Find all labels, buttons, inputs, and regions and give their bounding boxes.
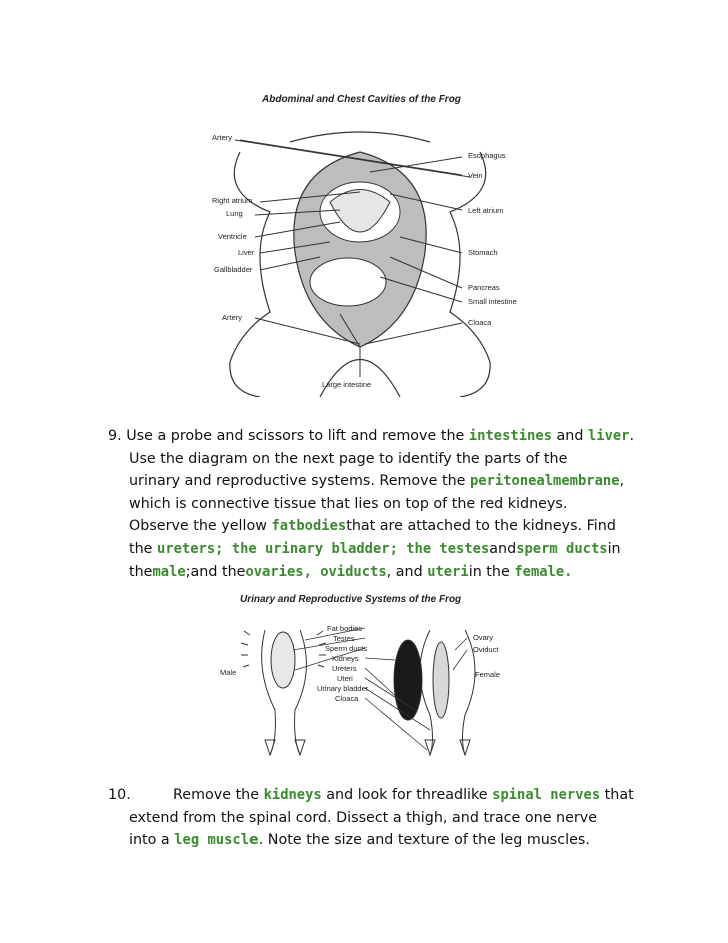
frog-urogenital-drawing xyxy=(205,590,505,760)
step9-text: , xyxy=(619,473,625,490)
label-testes: Testes xyxy=(333,634,355,643)
label-lung: Lung xyxy=(226,209,243,218)
label-urinary-bladder: Urinary bladder xyxy=(317,684,369,693)
step9-number: 9. xyxy=(108,428,122,444)
term-fatbodies: fatbodies xyxy=(271,518,347,535)
term-spinal-nerves: spinal nerves xyxy=(492,787,601,803)
term-uteri: uteri xyxy=(427,563,469,580)
step10-text: Remove the xyxy=(173,787,264,803)
step-9 xyxy=(108,425,668,583)
step9-line3 xyxy=(108,470,668,493)
step-10 xyxy=(108,784,668,852)
figure2-title: Urinary and Reproductive Systems of the Frog xyxy=(240,594,462,605)
label-female: Female xyxy=(475,670,501,679)
label-stomach: Stomach xyxy=(468,248,498,257)
label-right-atrium: Right atrium xyxy=(212,196,253,205)
step9-text: urinary and reproductive systems. Remove the xyxy=(129,473,470,490)
step9-line4: which is connective tissue that lies on top of the red kidneys. xyxy=(129,495,568,512)
step10-line1 xyxy=(108,784,668,807)
label-ureters: Ureters xyxy=(332,664,357,673)
label-large-intestine: Large intestine xyxy=(322,380,372,389)
label-oviduct: Oviduct xyxy=(473,645,499,654)
term-intestines: intestines xyxy=(468,428,552,444)
step9-text: in xyxy=(607,540,621,557)
label-esophagus: Esophagus xyxy=(468,151,506,160)
frog-urogenital-figure xyxy=(205,590,505,760)
step9-line2: Use the diagram on the next page to identify the parts of the xyxy=(129,450,568,467)
step9-text: Observe the yellow xyxy=(129,518,272,535)
step10-line3 xyxy=(108,829,668,852)
step9-line6 xyxy=(108,538,668,561)
step9-text: . xyxy=(629,428,635,444)
frog-cavities-figure xyxy=(200,82,520,397)
figure1-title: Abdominal and Chest Cavities of the Frog xyxy=(262,94,461,105)
step10-text: that xyxy=(600,787,634,803)
step9-text: and xyxy=(489,540,517,557)
step9-line1 xyxy=(108,425,668,448)
step10-text: . Note the size and texture of the leg muscles. xyxy=(258,832,590,849)
step9-text: the xyxy=(129,540,158,557)
step9-text: in the xyxy=(468,563,515,580)
term-ureters-bladder-testes: ureters; the urinary bladder; the testes xyxy=(157,540,490,557)
label-liver: Liver xyxy=(238,248,255,257)
term-female: female. xyxy=(514,563,573,580)
frog-cavities-drawing xyxy=(200,82,520,397)
term-kidneys: kidneys xyxy=(263,787,322,803)
term-ovaries-oviducts: ovaries, oviducts xyxy=(245,563,387,580)
label-pancreas: Pancreas xyxy=(468,283,500,292)
label-artery-bottom: Artery xyxy=(222,313,243,322)
term-liver: liver xyxy=(587,428,630,444)
step10-number: 10. xyxy=(108,787,131,803)
label-uteri: Uteri xyxy=(337,674,353,683)
step9-text: ;and the xyxy=(185,563,246,580)
step9-text: , and xyxy=(386,563,428,580)
label-vein: Vein xyxy=(468,171,483,180)
label-gallbladder: Gallbladder xyxy=(214,265,253,274)
step9-text: and xyxy=(551,428,588,444)
term-sperm-ducts: sperm ducts xyxy=(516,540,608,557)
label-cloaca-2: Cloaca xyxy=(335,694,359,703)
step9-line7 xyxy=(108,561,668,584)
step10-text: and look for threadlike xyxy=(321,787,493,803)
step10-text: into a xyxy=(129,832,175,849)
step9-text: the xyxy=(129,563,153,580)
step9-text: Use a probe and scissors to lift and remove the xyxy=(126,428,469,444)
term-leg-muscle-e: e xyxy=(249,832,259,849)
label-male: Male xyxy=(220,668,237,677)
label-sperm-ducts: Sperm ducts xyxy=(325,644,368,653)
label-ovary: Ovary xyxy=(473,633,494,642)
step9-line5 xyxy=(108,515,668,538)
term-male: male xyxy=(152,563,186,580)
label-ventricle: Ventricle xyxy=(218,232,247,241)
label-artery-top: Artery xyxy=(212,133,233,142)
label-cloaca: Cloaca xyxy=(468,318,492,327)
label-left-atrium: Left atrium xyxy=(468,206,504,215)
label-small-intestine: Small intestine xyxy=(468,297,517,306)
label-fat-bodies: Fat bodies xyxy=(327,624,363,633)
step9-text: that are attached to the kidneys. Find xyxy=(346,518,616,535)
step10-line2: extend from the spinal cord. Dissect a thigh, and trace one nerve xyxy=(129,809,598,826)
term-peritoneal-membrane: peritonealmembrane xyxy=(469,473,620,490)
term-leg-muscle: leg muscl xyxy=(174,832,250,849)
label-kidneys: Kidneys xyxy=(332,654,359,663)
